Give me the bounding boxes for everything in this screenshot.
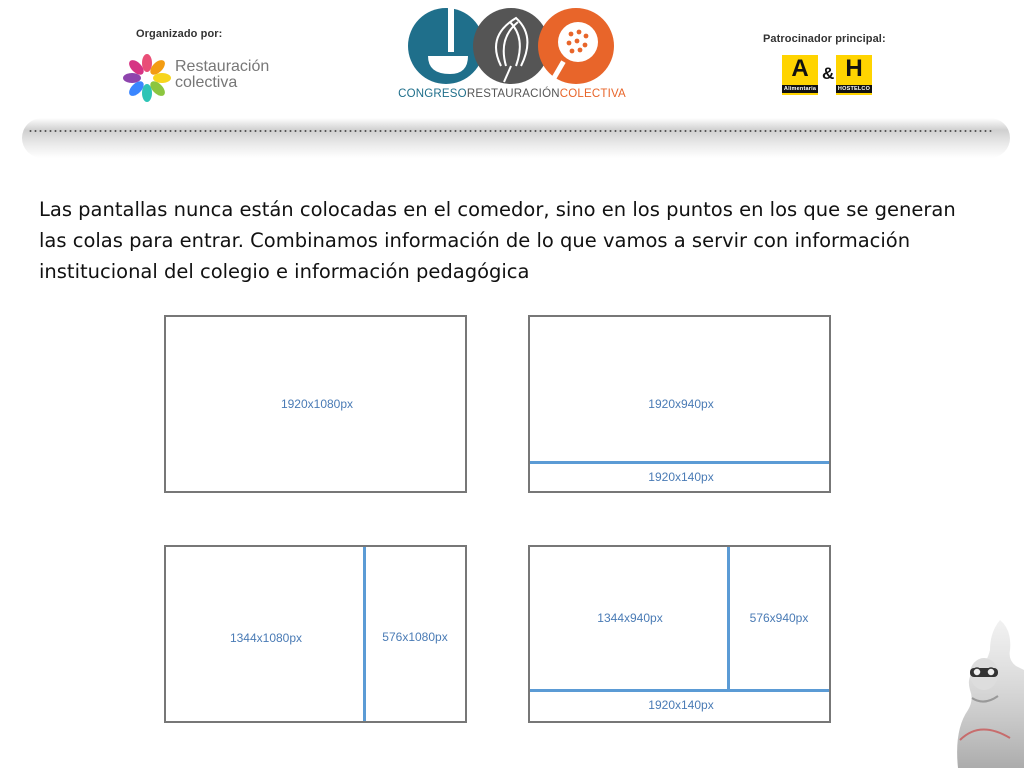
- organizer-label: Organizado por:: [136, 28, 223, 40]
- layout-split-v-right-label: 576x1080px: [382, 630, 448, 644]
- sponsor-a-letter: A: [791, 55, 809, 82]
- sponsor-h-subtitle: HOSTELCO: [837, 86, 871, 92]
- congreso-logo: [392, 6, 632, 106]
- layout-split-vertical: [164, 545, 467, 723]
- layout-three-vertical-divider: [727, 547, 730, 690]
- sponsor-a-subtitle: Alimentaria: [783, 86, 817, 92]
- layout-full-main-label: 1920x1080px: [280, 397, 354, 411]
- layout-full-screen: [164, 315, 467, 493]
- event-logo-part1: CONGRESO: [398, 88, 467, 100]
- header-shadow-band: [22, 118, 1010, 158]
- sponsor-h-box: [836, 55, 872, 95]
- layout-three-bottom-label: 1920x140px: [648, 698, 714, 712]
- organizer-logo-line1: Restauración: [175, 58, 270, 75]
- layout-three-horizontal-divider: [530, 689, 829, 692]
- congreso-wordmark: [392, 88, 632, 100]
- layout-split-v-left-label: 1344x1080px: [229, 631, 303, 645]
- layout-split-h-divider: [530, 461, 829, 464]
- layout-three-left-label: 1344x940px: [597, 611, 663, 625]
- layout-three-right-label: 576x940px: [749, 611, 809, 625]
- layout-split-v-divider: [363, 547, 366, 721]
- sponsor-ampersand: &: [822, 64, 835, 83]
- congreso-circles-icon: [406, 6, 616, 86]
- alimentaria-hostelco-logo: [782, 55, 874, 95]
- layout-split-horizontal: [528, 315, 831, 493]
- event-logo-part2: RESTAURACIÓN: [466, 88, 560, 100]
- chef-figure-icon: [950, 610, 1024, 768]
- layout-split-three: [528, 545, 831, 723]
- flower-logo-icon: [121, 52, 173, 104]
- sponsor-h-letter: H: [845, 55, 863, 82]
- event-logo-part3: COLECTIVA: [559, 88, 626, 100]
- header-dotted-divider: [28, 130, 994, 132]
- slide-body-text: Las pantallas nunca están colocadas en el comedor, sino en los puntos en los que se generan las colas para entrar. Combinamos información de lo que vamos a servir con información institucional del colegio e información pedagógica: [39, 198, 956, 283]
- organizer-logo-line2: colectiva: [175, 74, 238, 91]
- sponsor-label: Patrocinador principal:: [763, 33, 886, 45]
- layout-split-h-top-label: 1920x940px: [648, 397, 714, 411]
- layout-split-h-bottom-label: 1920x140px: [648, 470, 714, 484]
- restauracion-colectiva-logo: [121, 52, 270, 104]
- sponsor-a-box: [782, 55, 818, 95]
